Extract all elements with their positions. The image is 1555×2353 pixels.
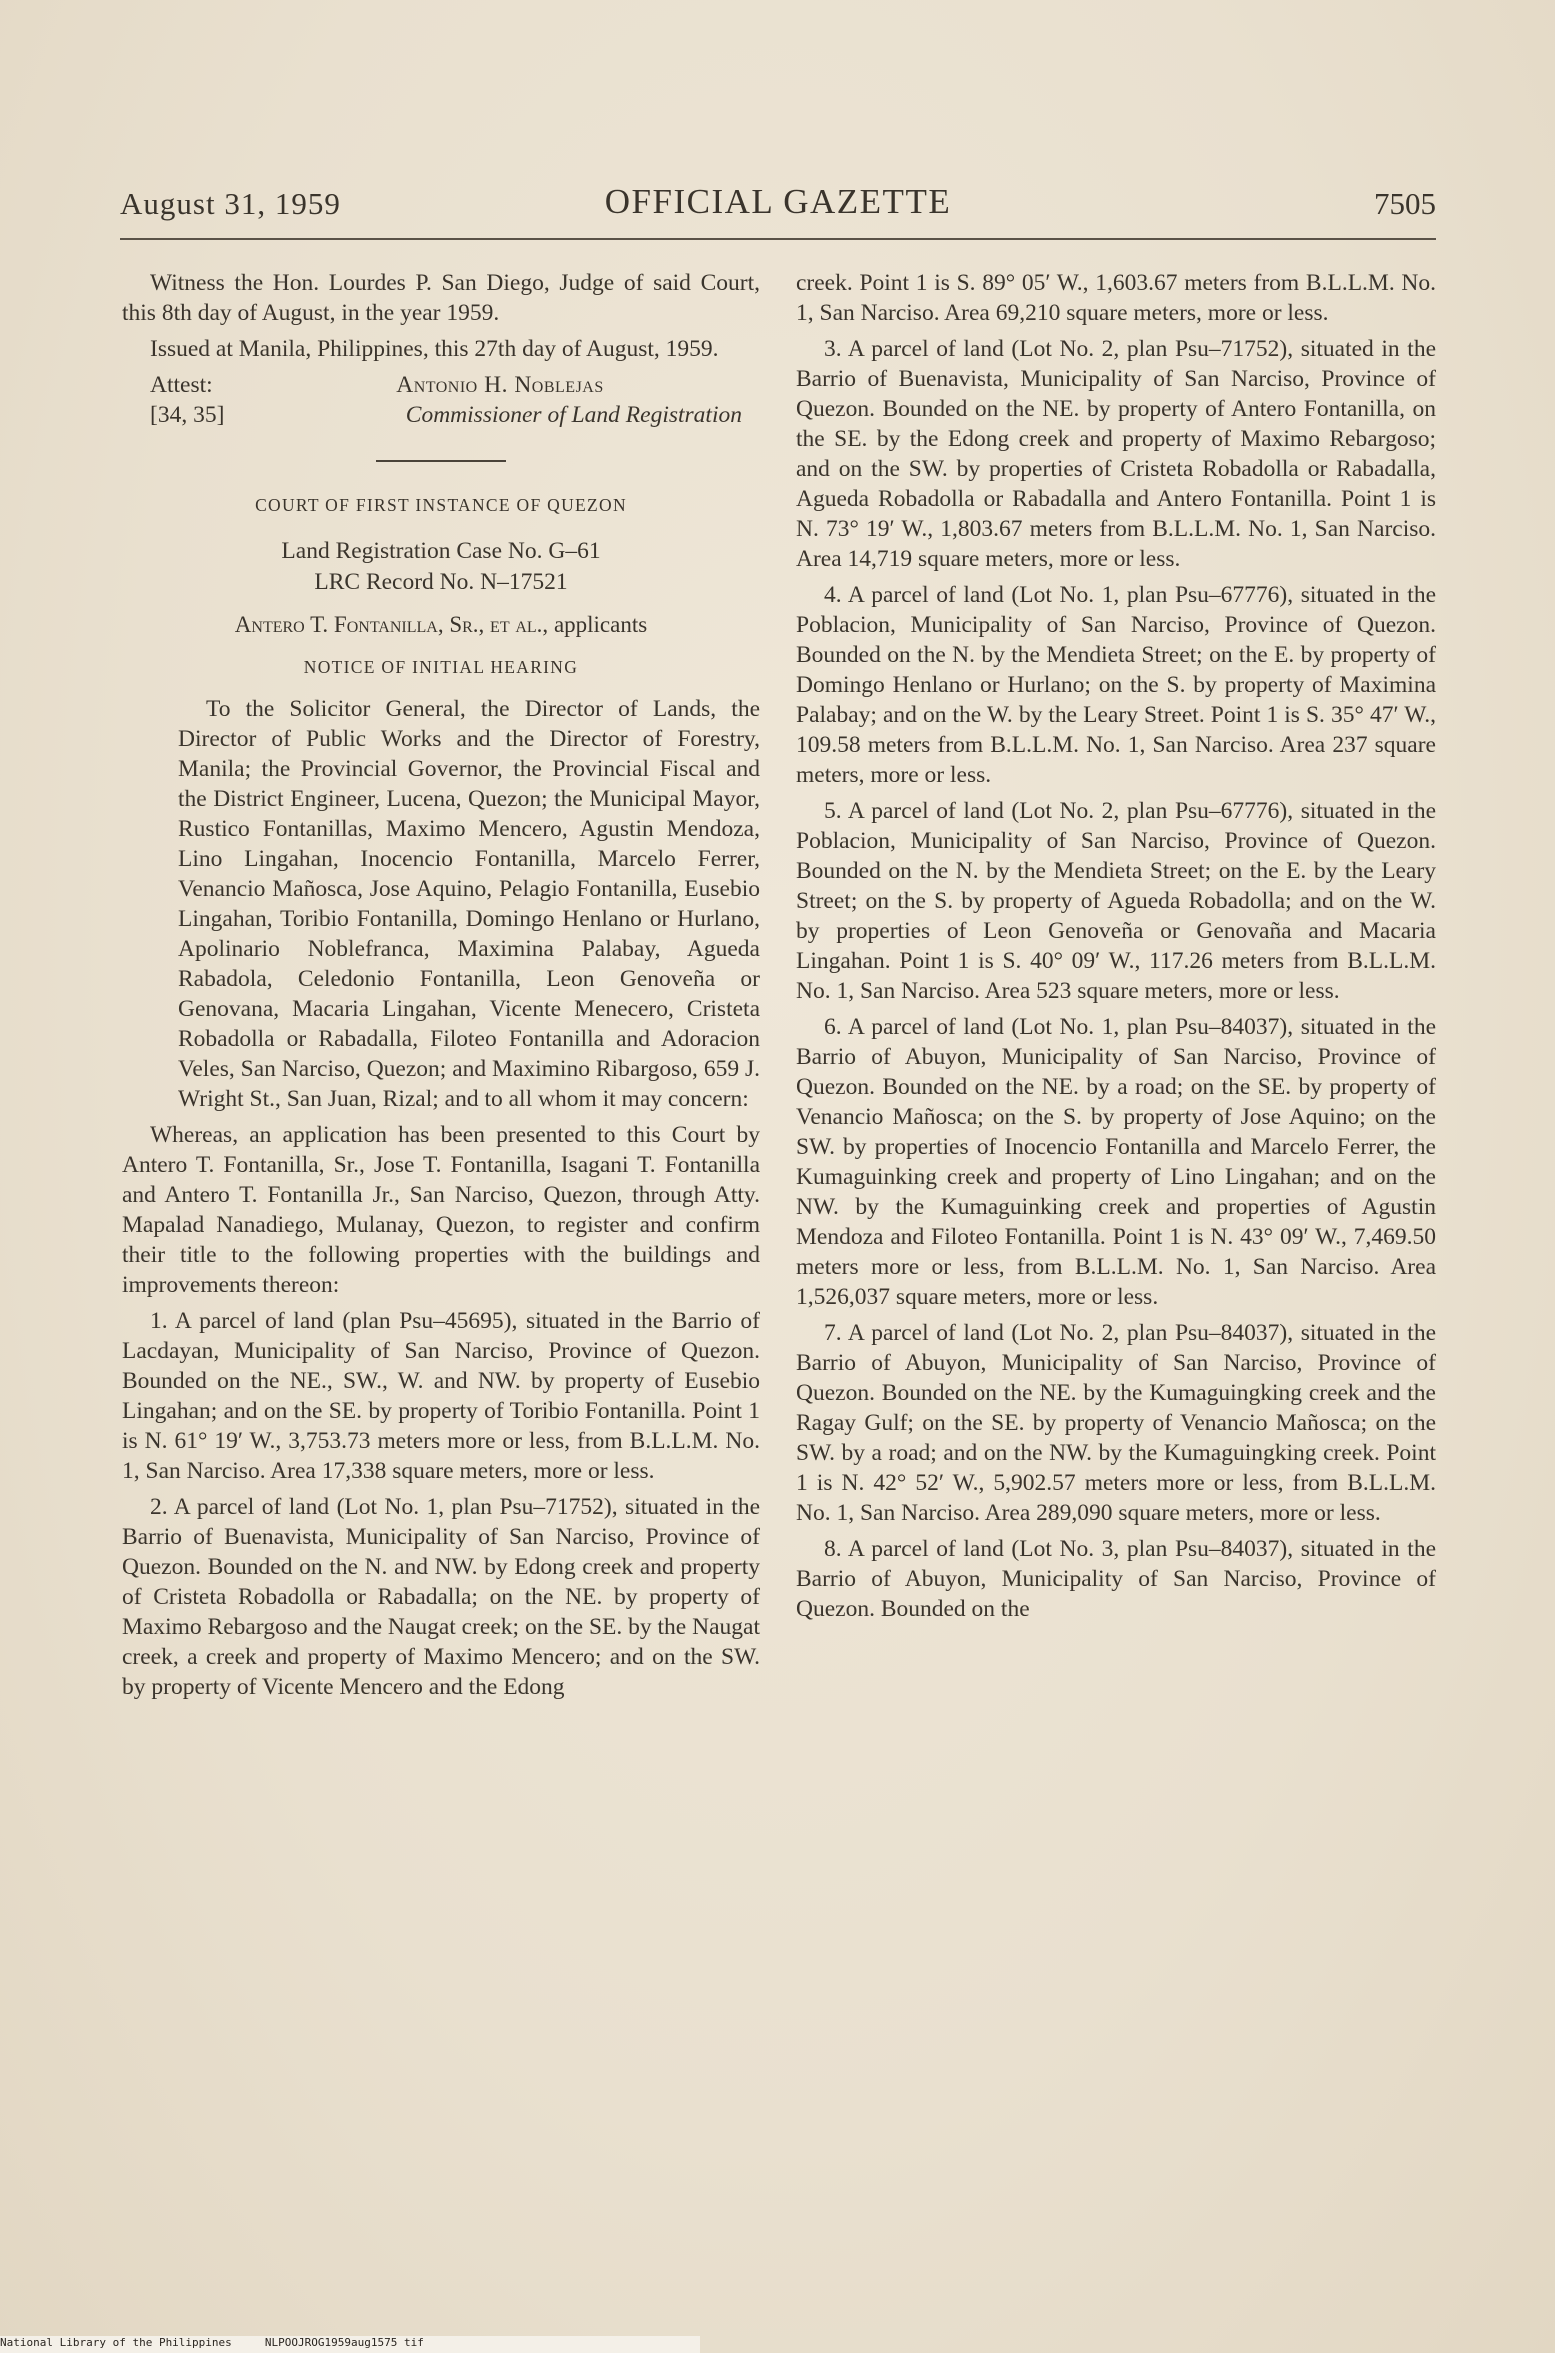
left-column bbox=[122, 268, 760, 1708]
witness-paragraph: Witness the Hon. Lourdes P. San Diego, Judge of said Court, this 8th day of August, in the year 1959. bbox=[122, 270, 760, 326]
applicants-name: Antero T. Fontanilla, Sr., et al., bbox=[234, 612, 549, 637]
applicants-label: applicants bbox=[548, 612, 648, 637]
parcel-5: 5. A parcel of land (Lot No. 2, plan Psu–67776), situated in the Poblacion, Municipality of San Narciso, Province of Quezon. Bounded on the N. by the Mendieta Street; on the E. by the Leary Street; on the S. by property of Agueda Robadolla; and on the W. by properties of Leon Genoveña or Genovaña and Macaria Lingahan. Point 1 is S. 40° 09′ W., 117.26 meters from B.L.L.M. No. 1, San Narciso. Area 523 square meters, more or less. bbox=[796, 798, 1436, 1004]
page-number: 7505 bbox=[1374, 186, 1436, 221]
parcel-2-continued: creek. Point 1 is S. 89° 05′ W., 1,603.67 meters from B.L.L.M. No. 1, San Narciso. Area 69,210 square meters, more or less. bbox=[796, 270, 1436, 326]
record-number: LRC Record No. N–17521 bbox=[314, 569, 568, 595]
attestation bbox=[150, 370, 760, 434]
issued-paragraph: Issued at Manila, Philippines, this 27th day of August, 1959. bbox=[150, 336, 719, 362]
issue-date: August 31, 1959 bbox=[120, 186, 341, 221]
notice-heading: NOTICE OF INITIAL HEARING bbox=[303, 657, 579, 677]
section-separator bbox=[376, 460, 506, 462]
parcel-6: 6. A parcel of land (Lot No. 1, plan Psu–84037), situated in the Barrio of Abuyon, Municipality of San Narciso, Province of Quezon. Bounded on the NE. by a road; on the SE. by property of Venancio Mañosca; on the S. by property of Jose Aquino; on the SW. by properties of Inocencio Fontanilla and Marcelo Ferrer, the Kumaguinking creek and property of Lino Lingahan; and on the NW. by the Kumaguinking creek and properties of Agustin Mendoza and Filoteo Fontanilla. Point 1 is N. 43° 09′ W., 7,469.50 meters more or less, from B.L.L.M. No. 1, San Narciso. Area 1,526,037 square meters, more or less. bbox=[796, 1014, 1436, 1310]
parcel-7: 7. A parcel of land (Lot No. 2, plan Psu–84037), situated in the Barrio of Abuyon, Municipality of San Narciso, Province of Quezon. Bounded on the NE. by the Kumaguingking creek and the Ragay Gulf; on the SE. by property of Venancio Mañosca; on the SW. by a road; and on the NW. by the Kumaguingking creek. Point 1 is N. 42° 52′ W., 5,902.57 meters more or less, from B.L.L.M. No. 1, San Narciso. Area 289,090 square meters, more or less. bbox=[796, 1320, 1436, 1526]
attest-name: Antonio H. Noblejas bbox=[396, 372, 604, 398]
parcel-3: 3. A parcel of land (Lot No. 2, plan Psu–71752), situated in the Barrio of Buenavista, Municipality of San Narciso, Province of Quezon. Bounded on the NE. by property of Antero Fontanilla, on the SE. by the Edong creek and property of Maximo Rebargoso; and on the SW. by properties of Cristeta Robadolla or Rabadalla, Agueda Robadolla or Rabadalla and Antero Fontanilla. Point 1 is N. 73° 19′ W., 1,803.67 meters from B.L.L.M. No. 1, San Narciso. Area 14,719 square meters, more or less. bbox=[796, 336, 1436, 572]
page-header bbox=[120, 182, 1436, 232]
parcel-2: 2. A parcel of land (Lot No. 1, plan Psu–71752), situated in the Barrio of Buenavista, Municipality of San Narciso, Province of Quezon. Bounded on the N. and NW. by Edong creek and property of Cristeta Robadolla or Rabadalla; on the NE. by property of Maximo Rebargoso and the Naugat creek; on the SE. by the Naugat creek, a creek and property of Maximo Mencero; and on the SW. by property of Vicente Mencero and the Edong bbox=[122, 1494, 760, 1700]
addressees-paragraph: To the Solicitor General, the Director of Lands, the Director of Public Works and the Director of Forestry, Manila; the Provincial Governor, the Provincial Fiscal and the District Engineer, Lucena, Quezon; the Municipal Mayor, Rustico Fontanillas, Maximo Mencero, Agustin Mendoza, Lino Lingahan, Inocencio Fontanilla, Marcelo Ferrer, Venancio Mañosca, Jose Aquino, Pelagio Fontanilla, Eusebio Lingahan, Toribio Fontanilla, Domingo Henlano or Hurlano, Apolinario Noblefranca, Maximina Palabay, Agueda Rabadola, Celedonio Fontanilla, Leon Genoveña or Genovana, Macaria Lingahan, Vicente Menecero, Cristeta Robadolla or Rabadalla, Filoteo Fontanilla and Adoracion Veles, San Narciso, Quezon; and Maximino Ribargoso, 659 J. Wright St., San Juan, Rizal; and to all whom it may concern: bbox=[178, 696, 760, 1112]
applicants-line bbox=[122, 610, 760, 640]
right-column bbox=[796, 268, 1436, 1630]
header-rule bbox=[120, 238, 1436, 240]
whereas-paragraph: Whereas, an application has been presented to this Court by Antero T. Fontanilla, Sr., Jose T. Fontanilla, Isagani T. Fontanilla and Antero T. Fontanilla Jr., San Narciso, Quezon, through Atty. Mapalad Nanadiego, Mulanay, Quezon, to register and confirm their title to the following properties with the buildings and improvements thereon: bbox=[122, 1122, 760, 1298]
parcel-8: 8. A parcel of land (Lot No. 3, plan Psu–84037), situated in the Barrio of Abuyon, Municipality of San Narciso, Province of Quezon. Bounded on the bbox=[796, 1536, 1436, 1622]
parcel-1: 1. A parcel of land (plan Psu–45695), situated in the Barrio of Lacdayan, Municipality of San Narciso, Province of Quezon. Bounded on the NE., SW., W. and NW. by property of Eusebio Lingahan; and on the SE. by property of Toribio Fontanilla. Point 1 is N. 61° 19′ W., 3,753.73 meters more or less, from B.L.L.M. No. 1, San Narciso. Area 17,338 square meters, more or less. bbox=[122, 1308, 760, 1484]
case-number: Land Registration Case No. G–61 bbox=[281, 538, 601, 564]
court-heading: COURT OF FIRST INSTANCE OF QUEZON bbox=[255, 495, 627, 515]
attest-reference: [34, 35] bbox=[150, 402, 225, 428]
parcel-4: 4. A parcel of land (Lot No. 1, plan Psu–67776), situated in the Poblacion, Municipality of San Narciso, Province of Quezon. Bounded on the N. by the Mendieta Street; on the E. by property of Domingo Henlano or Hurlano; on the S. by property of Maximina Palabay; and on the W. by the Leary Street. Point 1 is S. 35° 47′ W., 109.58 meters from B.L.L.M. No. 1, San Narciso. Area 237 square meters, more or less. bbox=[796, 582, 1436, 788]
attest-office: Commissioner of Land Registration bbox=[405, 402, 742, 428]
publication-title: OFFICIAL GAZETTE bbox=[604, 182, 952, 221]
scan-footer: National Library of the Philippines NLPOOJROG1959aug1575 tif bbox=[0, 2336, 700, 2353]
attest-label: Attest: bbox=[150, 372, 213, 398]
